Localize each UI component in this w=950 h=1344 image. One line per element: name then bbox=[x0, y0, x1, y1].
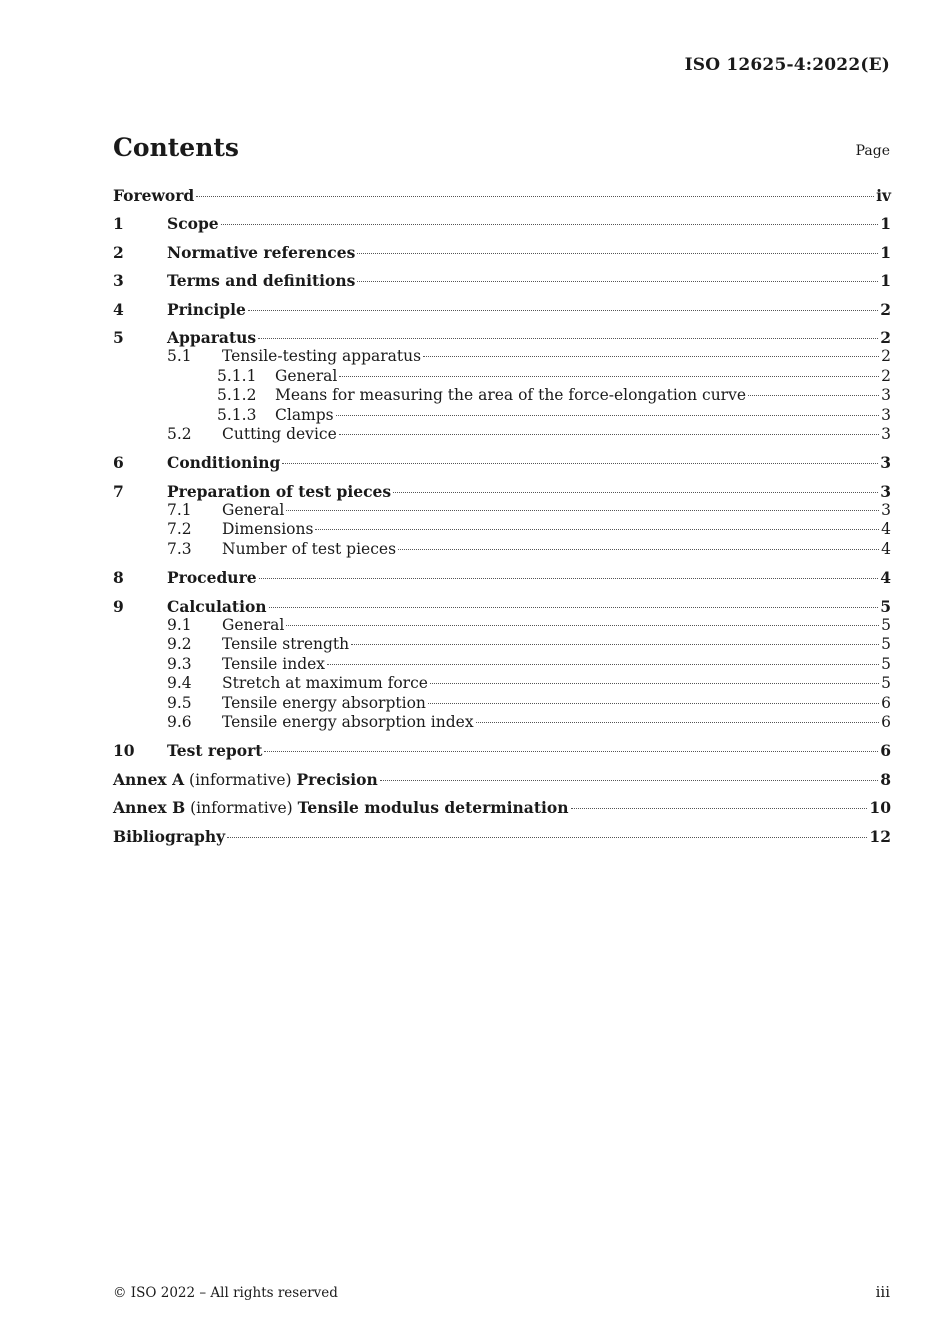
toc-entry-number: 5.2 bbox=[167, 424, 192, 443]
toc-entry-number: 8 bbox=[113, 568, 124, 588]
annex-title: Precision bbox=[296, 769, 378, 789]
toc-entry[interactable] bbox=[113, 798, 891, 817]
page-number: iii bbox=[875, 1283, 890, 1301]
toc-entry[interactable] bbox=[113, 741, 891, 760]
toc-entry-title: Clamps bbox=[275, 405, 334, 424]
toc-entry[interactable] bbox=[113, 635, 891, 654]
toc-entry-title: Test report bbox=[167, 741, 263, 761]
toc-entry-title: Preparation of test pieces bbox=[167, 481, 392, 501]
toc-entry-page: 3 bbox=[881, 424, 891, 443]
dot-leader bbox=[339, 375, 879, 377]
toc-entry-title: General bbox=[222, 616, 285, 635]
toc-entry[interactable] bbox=[113, 328, 891, 347]
toc-entry-title: General bbox=[222, 501, 285, 520]
annex-note: (informative) bbox=[185, 799, 298, 818]
toc-entry-page: 3 bbox=[881, 405, 891, 424]
toc-entry-page: 1 bbox=[880, 271, 891, 291]
toc-entry[interactable] bbox=[113, 655, 891, 674]
toc-entry-number: 9.6 bbox=[167, 712, 192, 731]
dot-leader bbox=[248, 309, 878, 311]
toc-entry-title: Conditioning bbox=[167, 453, 281, 473]
toc-entry[interactable] bbox=[113, 568, 891, 587]
toc-entry-page: 3 bbox=[880, 453, 891, 473]
toc-entry-title: Calculation bbox=[167, 596, 267, 616]
toc-entry-page: iv bbox=[876, 186, 891, 205]
toc-entry[interactable] bbox=[113, 453, 891, 472]
toc-entry[interactable] bbox=[113, 597, 891, 616]
dot-leader bbox=[282, 462, 878, 464]
dot-leader bbox=[258, 337, 878, 339]
dot-leader bbox=[428, 702, 879, 704]
dot-leader bbox=[423, 355, 879, 357]
toc-entry-title: Procedure bbox=[167, 568, 257, 588]
toc-entry[interactable] bbox=[113, 674, 891, 693]
dot-leader bbox=[221, 223, 879, 225]
dot-leader bbox=[748, 394, 879, 396]
toc-entry-number: 5.1.2 bbox=[217, 386, 257, 405]
toc-entry-page: 5 bbox=[880, 596, 891, 616]
toc-entry[interactable] bbox=[113, 214, 891, 233]
toc-entry-page: 1 bbox=[880, 214, 891, 234]
dot-leader bbox=[357, 252, 878, 254]
toc-entry-number: 7.1 bbox=[167, 501, 192, 520]
page-column-label: Page bbox=[855, 143, 890, 159]
toc-entry-title: General bbox=[275, 366, 338, 385]
dot-leader bbox=[430, 682, 879, 684]
dot-leader bbox=[264, 750, 878, 752]
toc-entry-page: 4 bbox=[880, 568, 891, 588]
toc-entry-title: Tensile energy absorption bbox=[222, 693, 426, 712]
toc-entry-title bbox=[113, 798, 569, 818]
dot-leader bbox=[227, 836, 867, 838]
toc-entry[interactable] bbox=[113, 271, 891, 290]
toc-entry-number: 7.2 bbox=[167, 520, 192, 539]
toc-entry-number: 9.2 bbox=[167, 635, 192, 654]
toc-entry[interactable] bbox=[113, 694, 891, 713]
toc-entry-title: Means for measuring the area of the force-elongation curve bbox=[275, 386, 747, 405]
dot-leader bbox=[196, 195, 874, 197]
toc-entry-number: 6 bbox=[113, 453, 124, 473]
toc-entry-title: Tensile index bbox=[222, 654, 326, 673]
toc-entry-number: 9 bbox=[113, 596, 124, 616]
copyright-notice: © ISO 2022 – All rights reserved bbox=[113, 1285, 338, 1301]
dot-leader bbox=[357, 280, 878, 282]
toc-entry-title: Apparatus bbox=[167, 327, 257, 347]
toc-entry-page: 5 bbox=[881, 635, 891, 654]
toc-entry-page: 5 bbox=[881, 654, 891, 673]
toc-entry-title: Number of test pieces bbox=[222, 539, 397, 558]
annex-label: Annex B bbox=[113, 798, 186, 818]
dot-leader bbox=[327, 663, 879, 665]
toc-entry-number: 10 bbox=[113, 741, 135, 761]
dot-leader bbox=[393, 491, 878, 493]
toc-entry-number: 9.1 bbox=[167, 616, 192, 635]
toc-entry-title: Bibliography bbox=[113, 826, 226, 846]
toc-entry-number: 3 bbox=[113, 271, 124, 291]
toc-entry-title: Dimensions bbox=[222, 520, 314, 539]
toc-entry[interactable] bbox=[113, 367, 891, 386]
dot-leader bbox=[398, 548, 879, 550]
dot-leader bbox=[259, 577, 879, 579]
toc-entry-title: Tensile energy absorption index bbox=[222, 712, 474, 731]
toc-entry-page: 2 bbox=[880, 299, 891, 319]
toc-entry-number: 4 bbox=[113, 299, 124, 319]
toc-entry-title: Tensile-testing apparatus bbox=[222, 347, 422, 366]
toc-entry-number: 9.3 bbox=[167, 654, 192, 673]
toc-entry[interactable] bbox=[113, 386, 891, 405]
toc-entry-title: Scope bbox=[167, 214, 219, 234]
toc-entry[interactable] bbox=[113, 300, 891, 319]
toc-entry-number: 9.5 bbox=[167, 693, 192, 712]
toc-entry-page: 6 bbox=[881, 693, 891, 712]
toc-entry[interactable] bbox=[113, 713, 891, 732]
page-title: Contents bbox=[113, 133, 240, 162]
dot-leader bbox=[380, 779, 878, 781]
toc-entry-title: Principle bbox=[167, 299, 246, 319]
toc-entry[interactable] bbox=[113, 540, 891, 559]
toc-entry-title: Foreword bbox=[113, 186, 195, 205]
toc-entry-title bbox=[113, 770, 378, 790]
dot-leader bbox=[351, 643, 879, 645]
toc-entry[interactable] bbox=[113, 827, 891, 846]
dot-leader bbox=[339, 433, 879, 435]
dot-leader bbox=[315, 528, 879, 530]
annex-note: (informative) bbox=[184, 770, 297, 789]
annex-title: Tensile modulus determination bbox=[297, 798, 569, 818]
toc-entry-number: 9.4 bbox=[167, 674, 192, 693]
dot-leader bbox=[571, 807, 868, 809]
toc-entry-number: 7 bbox=[113, 481, 124, 501]
toc-entry-number: 7.3 bbox=[167, 539, 192, 558]
toc-entry-page: 4 bbox=[881, 539, 891, 558]
toc-entry[interactable] bbox=[113, 243, 891, 262]
toc-entry-number: 5 bbox=[113, 327, 124, 347]
toc-entry[interactable] bbox=[113, 616, 891, 635]
toc-entry[interactable] bbox=[113, 520, 891, 539]
toc-entry-title: Normative references bbox=[167, 242, 356, 262]
document-id: ISO 12625-4:2022(E) bbox=[684, 55, 890, 75]
table-of-contents bbox=[113, 186, 891, 846]
dot-leader bbox=[286, 624, 879, 626]
dot-leader bbox=[286, 509, 879, 511]
toc-entry-page: 4 bbox=[881, 520, 891, 539]
annex-label: Annex A bbox=[113, 769, 185, 789]
toc-entry-page: 12 bbox=[869, 826, 891, 846]
toc-entry[interactable] bbox=[113, 406, 891, 425]
dot-leader bbox=[336, 414, 879, 416]
toc-entry-page: 5 bbox=[881, 674, 891, 693]
toc-entry[interactable] bbox=[113, 482, 891, 501]
toc-entry-title: Cutting device bbox=[222, 424, 337, 443]
toc-entry-page: 5 bbox=[881, 616, 891, 635]
toc-entry-page: 2 bbox=[881, 366, 891, 385]
dot-leader bbox=[476, 721, 880, 723]
toc-entry-page: 1 bbox=[880, 242, 891, 262]
toc-entry[interactable] bbox=[113, 186, 891, 205]
dot-leader bbox=[269, 606, 879, 608]
toc-entry-number: 5.1.3 bbox=[217, 405, 257, 424]
toc-entry[interactable] bbox=[113, 770, 891, 789]
toc-entry-title: Stretch at maximum force bbox=[222, 674, 428, 693]
toc-entry-page: 6 bbox=[881, 712, 891, 731]
toc-entry-number: 1 bbox=[113, 214, 124, 234]
toc-entry[interactable] bbox=[113, 347, 891, 366]
toc-entry[interactable] bbox=[113, 501, 891, 520]
toc-entry-page: 2 bbox=[880, 327, 891, 347]
toc-entry-page: 3 bbox=[881, 501, 891, 520]
toc-entry-page: 2 bbox=[881, 347, 891, 366]
toc-entry-number: 2 bbox=[113, 242, 124, 262]
toc-entry[interactable] bbox=[113, 425, 891, 444]
toc-entry-number: 5.1 bbox=[167, 347, 192, 366]
toc-entry-page: 3 bbox=[881, 386, 891, 405]
toc-entry-page: 3 bbox=[880, 481, 891, 501]
toc-entry-title: Tensile strength bbox=[222, 635, 350, 654]
toc-entry-page: 10 bbox=[869, 798, 891, 818]
toc-entry-title: Terms and definitions bbox=[167, 271, 356, 291]
toc-entry-page: 6 bbox=[880, 741, 891, 761]
toc-entry-page: 8 bbox=[880, 769, 891, 789]
toc-entry-number: 5.1.1 bbox=[217, 366, 257, 385]
